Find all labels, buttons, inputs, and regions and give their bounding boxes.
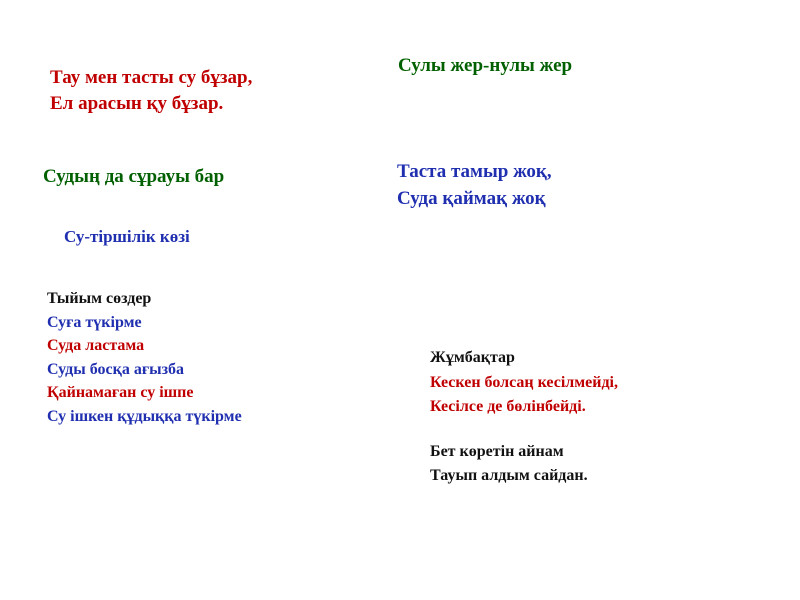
- proverb-life-source-text: Су-тіршілік көзі: [64, 227, 190, 246]
- taboo-title: Тыйым сөздер: [47, 290, 152, 307]
- riddle-1-line-2: Кесілсе де бөлінбейді.: [430, 398, 586, 415]
- riddle-1-line-1: Кескен болсаң кесілмейді,: [430, 373, 618, 391]
- proverb-stone-root-line-1: Таста тамыр жоқ,: [397, 161, 552, 182]
- proverb-mountain-line-2: Ел арасын қу бұзар.: [50, 93, 224, 114]
- riddle-spacer: [430, 420, 618, 440]
- proverb-life-source: [64, 225, 190, 249]
- proverb-ask-water-text: Судың да сұрауы бар: [43, 166, 225, 187]
- proverb-stone-root-line-2: Суда қаймақ жоқ: [397, 188, 546, 209]
- proverb-water-land-text: Сулы жер-нулы жер: [398, 55, 573, 76]
- taboo-item: Су ішкен құдыққа түкірме: [47, 407, 242, 425]
- proverb-ask-water: [43, 164, 224, 190]
- proverb-mountain-line-1: Тау мен тасты су бұзар,: [50, 67, 253, 88]
- riddles-section: [430, 346, 618, 489]
- proverb-stone-root: [397, 158, 552, 212]
- taboo-item: Суға түкірме: [47, 313, 142, 331]
- taboo-item: Суда ластама: [47, 337, 145, 354]
- riddles-title: Жұмбақтар: [430, 349, 515, 366]
- riddle-2-line-1: Бет көретін айнам: [430, 442, 564, 460]
- proverb-mountain: [50, 65, 252, 117]
- riddle-2-line-2: Тауып алдым сайдан.: [430, 467, 588, 484]
- taboo-item: Қайнамаған су ішпе: [47, 384, 194, 401]
- taboo-words-section: [47, 287, 242, 428]
- taboo-item: Суды босқа ағызба: [47, 360, 185, 378]
- proverb-water-land: [398, 53, 572, 79]
